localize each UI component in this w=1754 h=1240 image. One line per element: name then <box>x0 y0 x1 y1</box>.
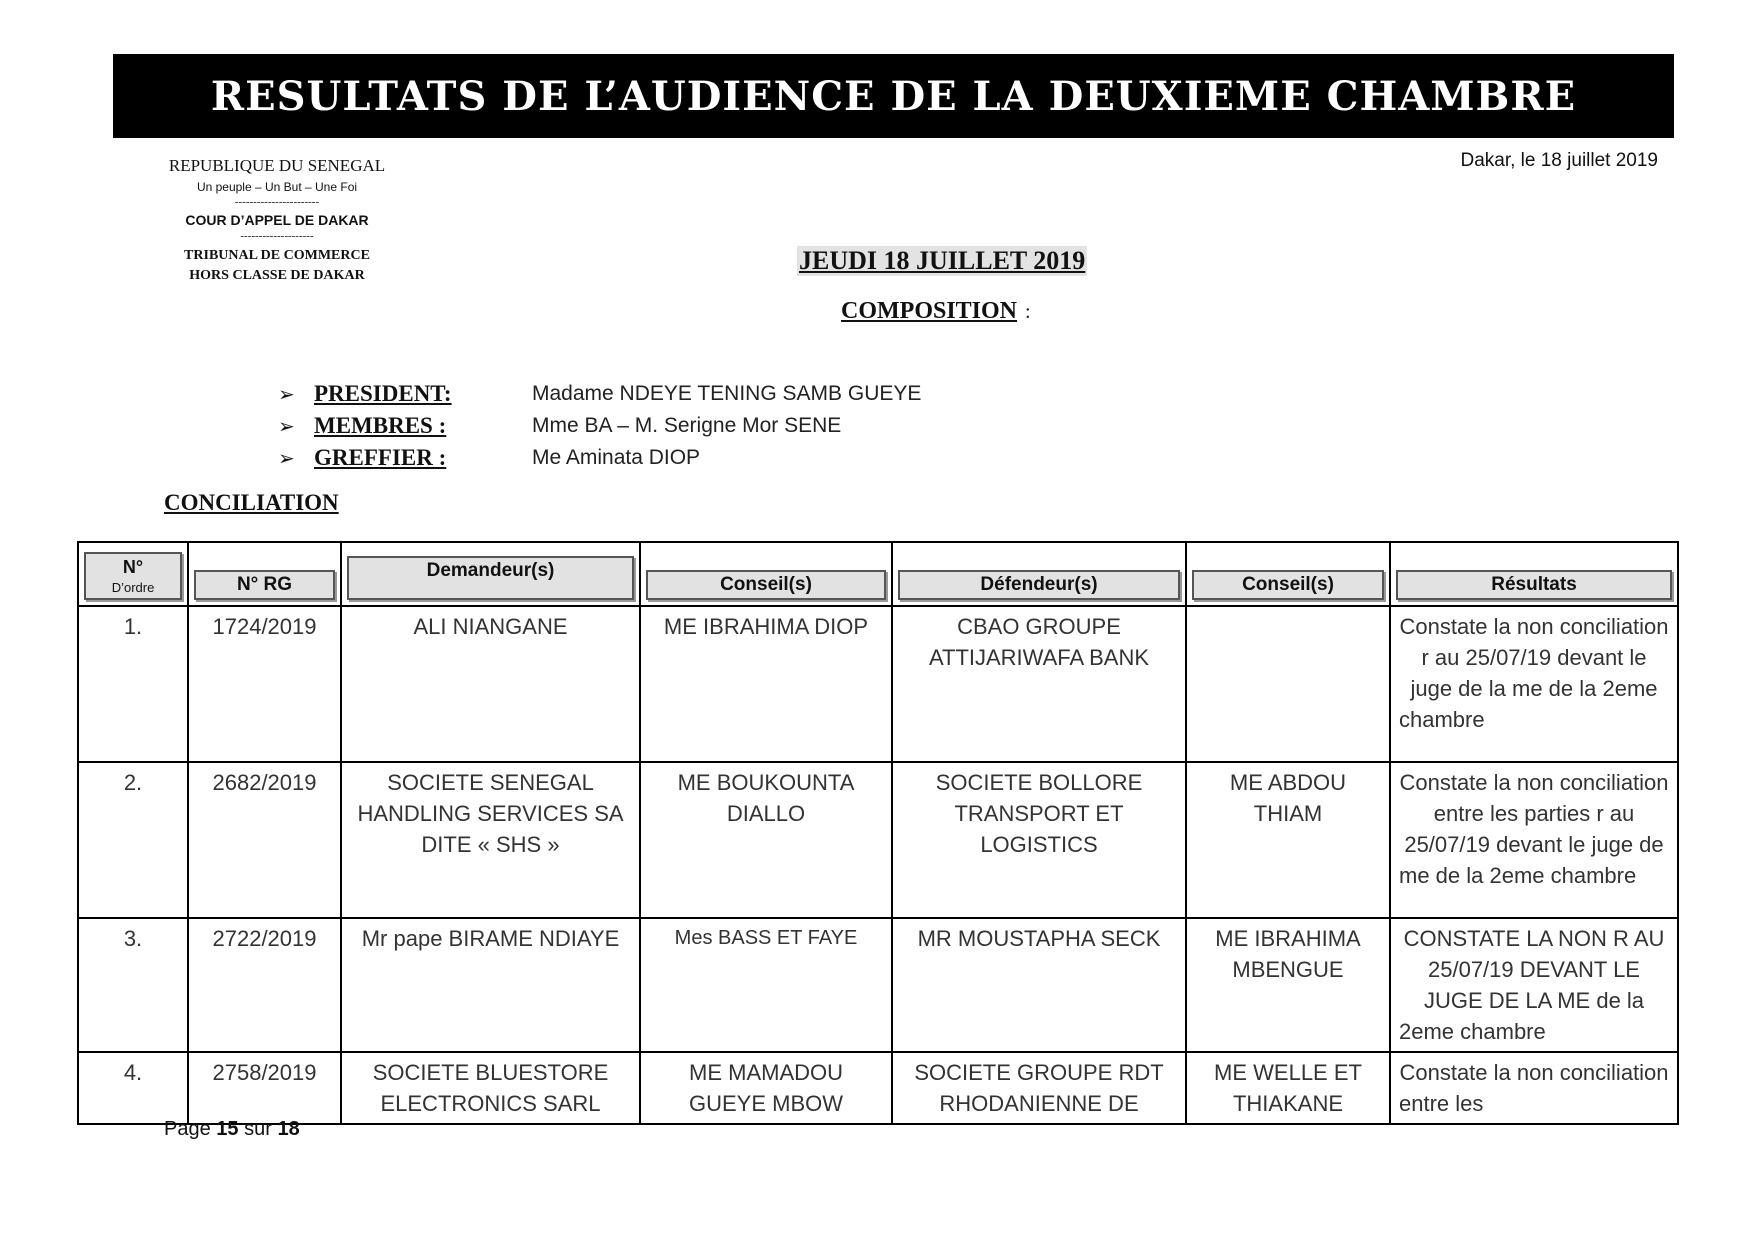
row-order-number: 2. <box>78 762 188 918</box>
country-name: REPUBLIQUE DU SENEGAL <box>168 156 386 175</box>
header-defendant-box: Défendeur(s) <box>898 570 1180 600</box>
table-header-row <box>78 542 1678 606</box>
row-counsel-defendant: ME WELLE ET THIAKANE <box>1186 1052 1390 1124</box>
page-footer <box>164 1118 300 1141</box>
separator-line: ----------------------- <box>234 196 320 208</box>
row-defendant: CBAO GROUPE ATTIJARIWAFA BANK <box>892 606 1186 762</box>
member-role-label: GREFFIER : <box>314 445 447 470</box>
row-result: Constate la non conciliation r au 25/07/19 devant le juge de la me de la 2eme chambre <box>1390 606 1678 762</box>
member-role-label: MEMBRES : <box>314 413 447 438</box>
member-name: Mme BA – M. Serigne Mor SENE <box>532 414 842 437</box>
row-counsel-plaintiff: ME IBRAHIMA DIOP <box>640 606 892 762</box>
arrow-bullet-icon: ➢ <box>278 447 295 470</box>
table-row <box>78 918 1678 1052</box>
header-order-number <box>78 542 188 606</box>
footer-total-pages: 18 <box>277 1118 300 1140</box>
table-row <box>78 606 1678 762</box>
row-plaintiff: SOCIETE SENEGAL HANDLING SERVICES SA DITE « SHS » <box>341 762 640 918</box>
court-name: COUR D’APPEL DE DAKAR <box>185 212 369 228</box>
national-motto: Un peuple – Un But – Une Foi <box>196 180 358 194</box>
row-defendant: SOCIETE BOLLORE TRANSPORT ET LOGISTICS <box>892 762 1186 918</box>
header-plaintiff-box: Demandeur(s) <box>347 556 634 600</box>
hearing-date: JEUDI 18 JUILLET 2019 <box>799 246 1086 275</box>
row-counsel-plaintiff: ME BOUKOUNTA DIALLO <box>640 762 892 918</box>
bench-member-row <box>278 442 921 474</box>
row-order-number: 1. <box>78 606 188 762</box>
composition-label: COMPOSITION <box>841 298 1018 324</box>
row-result: Constate la non conciliation entre les parties r au 25/07/19 devant le juge de me de la 2eme chambre <box>1390 762 1678 918</box>
row-plaintiff: SOCIETE BLUESTORE ELECTRONICS SARL <box>341 1052 640 1124</box>
issuing-authority-block <box>140 156 414 286</box>
row-counsel-defendant <box>1186 606 1390 762</box>
header-counsel-plaintiff <box>640 542 892 606</box>
header-counsel-box: Conseil(s) <box>646 570 886 600</box>
composition-colon: : <box>1025 301 1031 323</box>
header-rg-box: N° RG <box>194 570 335 600</box>
header-result <box>1390 542 1678 606</box>
member-role-label: PRESIDENT: <box>314 381 452 406</box>
row-counsel-defendant: ME ABDOU THIAM <box>1186 762 1390 918</box>
place-and-date: Dakar, le 18 juillet 2019 <box>1460 150 1658 171</box>
bench-member-row <box>278 378 921 410</box>
row-result: Constate la non conciliation entre les <box>1390 1052 1678 1124</box>
tribunal-name-line2: HORS CLASSE DE DAKAR <box>189 268 365 283</box>
row-rg-number: 2682/2019 <box>188 762 341 918</box>
row-rg-number: 1724/2019 <box>188 606 341 762</box>
separator-line: -------------------- <box>240 230 314 242</box>
row-plaintiff: ALI NIANGANE <box>341 606 640 762</box>
bench-member-row <box>278 410 921 442</box>
header-rg-number <box>188 542 341 606</box>
row-order-number: 3. <box>78 918 188 1052</box>
header-defendant <box>892 542 1186 606</box>
footer-page-prefix: Page <box>164 1118 211 1140</box>
row-counsel-plaintiff: ME MAMADOU GUEYE MBOW <box>640 1052 892 1124</box>
footer-page-separator: sur <box>244 1118 272 1140</box>
row-rg-number: 2758/2019 <box>188 1052 341 1124</box>
footer-current-page: 15 <box>216 1118 239 1140</box>
title-banner <box>113 54 1674 138</box>
arrow-bullet-icon: ➢ <box>278 415 295 438</box>
row-counsel-defendant: ME IBRAHIMA MBENGUE <box>1186 918 1390 1052</box>
header-order-line2: D’ordre <box>111 580 155 595</box>
tribunal-name-line1: TRIBUNAL DE COMMERCE <box>184 248 370 263</box>
header-counsel-box: Conseil(s) <box>1192 570 1384 600</box>
row-order-number: 4. <box>78 1052 188 1124</box>
row-plaintiff: Mr pape BIRAME NDIAYE <box>341 918 640 1052</box>
arrow-bullet-icon: ➢ <box>278 383 295 406</box>
row-counsel-plaintiff: Mes BASS ET FAYE <box>640 918 892 1052</box>
header-counsel-defendant <box>1186 542 1390 606</box>
header-plaintiff <box>341 542 640 606</box>
header-order-box <box>84 552 182 600</box>
table-row <box>78 762 1678 918</box>
row-result: CONSTATE LA NON R AU 25/07/19 DEVANT LE JUGE DE LA ME de la 2eme chambre <box>1390 918 1678 1052</box>
member-name: Madame NDEYE TENING SAMB GUEYE <box>532 382 922 405</box>
row-defendant: SOCIETE GROUPE RDT RHODANIENNE DE <box>892 1052 1186 1124</box>
section-title: CONCILIATION <box>164 490 339 515</box>
member-name: Me Aminata DIOP <box>532 446 701 469</box>
row-defendant: MR MOUSTAPHA SECK <box>892 918 1186 1052</box>
header-order-line1: N° <box>122 557 144 577</box>
table-row <box>78 1052 1678 1124</box>
document-title: RESULTATS DE L’AUDIENCE DE LA DEUXIEME CHAMBRE <box>210 72 1577 120</box>
bench-composition-list <box>278 378 921 474</box>
composition-heading <box>841 298 1031 325</box>
header-result-box: Résultats <box>1396 570 1672 600</box>
results-table <box>77 541 1679 1125</box>
row-rg-number: 2722/2019 <box>188 918 341 1052</box>
